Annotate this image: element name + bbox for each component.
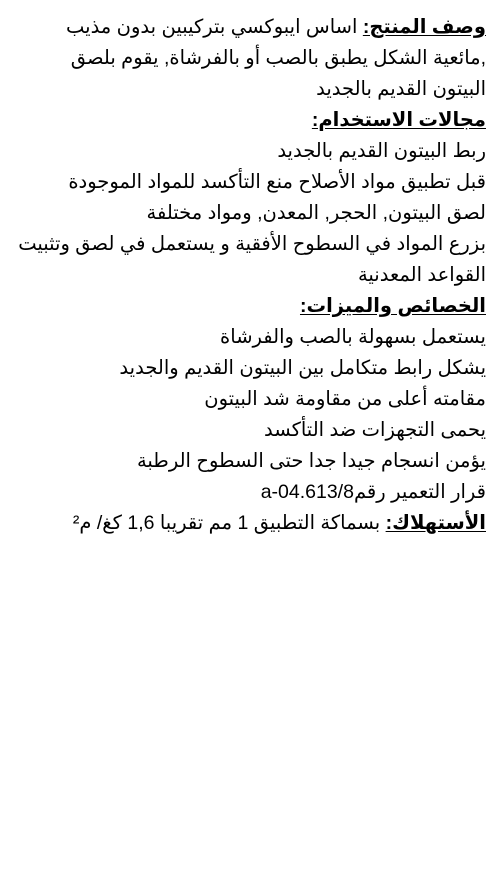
features-item: يحمى التجهزات ضد التأكسد bbox=[263, 419, 486, 441]
features-list bbox=[16, 322, 486, 508]
features-heading-line bbox=[16, 291, 486, 322]
uses-item: لصق البيتون, الحجر, المعدن, ومواد مختلفة bbox=[146, 202, 486, 224]
consumption-paragraph bbox=[16, 508, 486, 539]
consumption-text: بسماكة التطبيق 1 مم تقريبا 1,6 كغ/ م² bbox=[72, 512, 386, 534]
features-item: يؤمن انسجام جيدا جدا حتى السطوح الرطبة bbox=[136, 450, 486, 472]
features-item: مقامته أعلى من مقاومة شد البيتون bbox=[204, 388, 486, 410]
product-datasheet bbox=[16, 12, 486, 539]
uses-item: بزرع المواد في السطوح الأفقية و يستعمل في لصق وتثبيت القواعد المعدنية bbox=[18, 233, 486, 286]
features-item: قرار التعمير رقمa-04.613/8 bbox=[260, 481, 486, 503]
features-item: يشكل رابط متكامل بين البيتون القديم والجديد bbox=[119, 357, 486, 379]
description-text: اساس ايبوكسي بتركيبين بدون مذيب ,مائعية الشكل يطبق بالصب أو بالفرشاة, يقوم بلصق البيتون القديم بالجديد bbox=[66, 16, 486, 100]
features-heading: الخصائص والميزات: bbox=[299, 295, 486, 317]
uses-item: ربط البيتون القديم بالجديد bbox=[277, 140, 486, 162]
description-paragraph bbox=[16, 12, 486, 105]
consumption-label: الأستهلاك: bbox=[385, 512, 486, 534]
features-item: يستعمل بسهولة بالصب والفرشاة bbox=[220, 326, 486, 348]
description-label: وصف المنتج: bbox=[362, 16, 486, 38]
uses-list bbox=[16, 136, 486, 291]
uses-heading-line bbox=[16, 105, 486, 136]
uses-heading: مجالات الاستخدام: bbox=[311, 109, 486, 131]
uses-item: قبل تطبيق مواد الأصلاح منع التأكسد للمواد الموجودة bbox=[68, 171, 486, 193]
